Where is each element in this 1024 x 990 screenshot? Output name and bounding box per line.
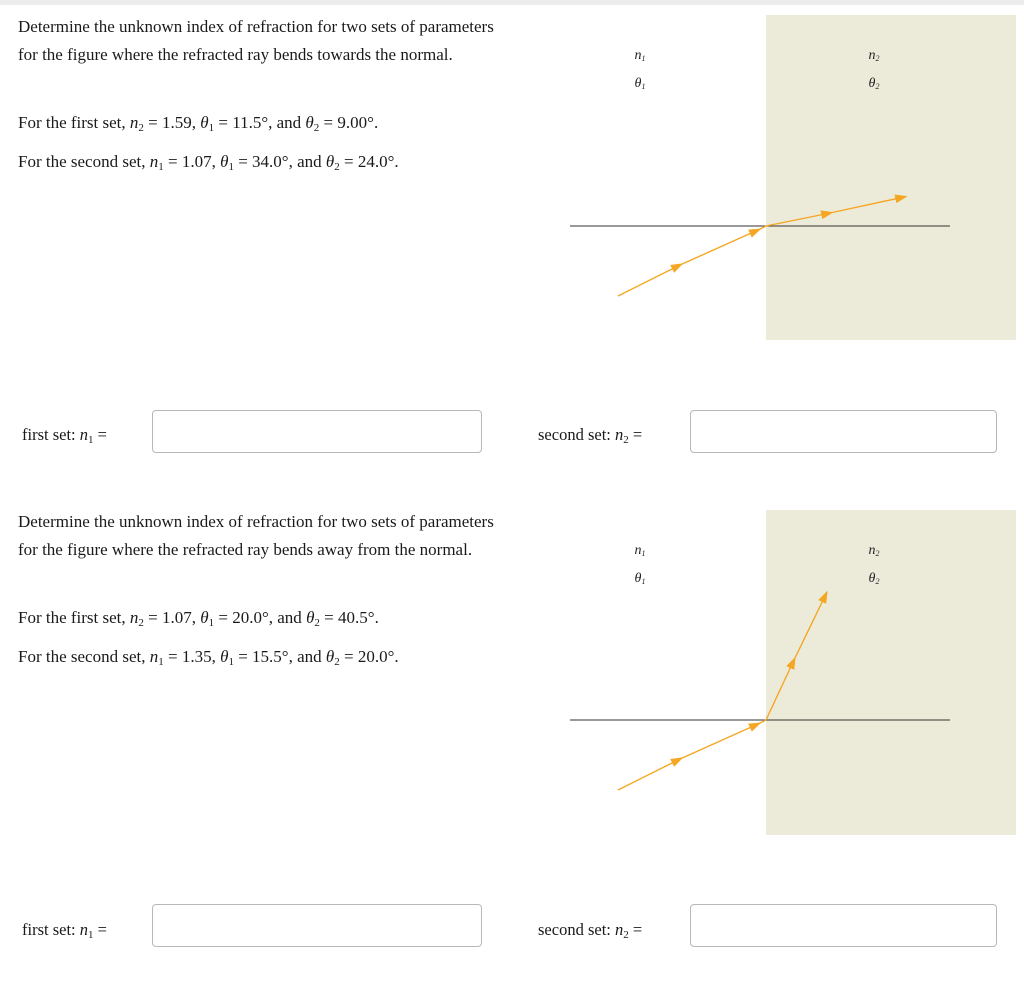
n2-label: $n_2$: [868, 543, 880, 558]
problem-towards-normal: [0, 5, 1024, 495]
incident-ray-end: [758, 226, 766, 230]
medium-2-region: [766, 510, 1016, 835]
n1-label: $n_1$: [634, 543, 646, 558]
incident-ray-end: [758, 720, 766, 724]
n2-label: $n_2$: [868, 48, 880, 63]
incident-ray: [618, 759, 680, 790]
refraction-figure: [560, 500, 1024, 840]
answer-label-first: first set: $n_1$ =: [22, 920, 107, 941]
theta2-label: $\theta_2$: [868, 571, 880, 586]
n1-label: $n_1$: [634, 48, 646, 63]
first-set-parameters: For the first set, $n_2 = 1.07$, $\theta_1 = 20.0^\circ$, and $\theta_2 = 40.5^\circ$.: [18, 608, 379, 629]
answer-label-first: first set: $n_1$ =: [22, 425, 107, 446]
problem-prompt: Determine the unknown index of refraction for two sets of parameters for the figure where the refracted ray bends towards the normal.: [18, 17, 494, 64]
theta1-label: $\theta_1$: [634, 76, 646, 91]
incident-ray: [618, 265, 680, 296]
incident-ray: [680, 230, 758, 265]
second-set-parameters: For the second set, $n_1 = 1.07$, $\theta_1 = 34.0^\circ$, and $\theta_2 = 24.0^\circ$.: [18, 152, 399, 173]
medium-2-region: [766, 15, 1016, 340]
theta1-label: $\theta_1$: [634, 571, 646, 586]
refraction-figure: [560, 5, 1024, 345]
first-set-parameters: For the first set, $n_2 = 1.59$, $\theta_1 = 11.5^\circ$, and $\theta_2 = 9.00^\circ$.: [18, 113, 379, 134]
incident-ray: [680, 724, 758, 759]
second-set-n2-input[interactable]: [690, 904, 997, 947]
answer-label-second: second set: $n_2$ =: [538, 425, 643, 446]
problem-prompt: Determine the unknown index of refraction for two sets of parameters for the figure where the refracted ray bends away from the normal.: [18, 512, 494, 559]
answer-label-second: second set: $n_2$ =: [538, 920, 643, 941]
second-set-parameters: For the second set, $n_1 = 1.35$, $\theta_1 = 15.5^\circ$, and $\theta_2 = 20.0^\circ$.: [18, 647, 399, 668]
theta2-label: $\theta_2$: [868, 76, 880, 91]
first-set-n1-input[interactable]: [152, 904, 482, 947]
problem-away-from-normal: [0, 500, 1024, 990]
second-set-n2-input[interactable]: [690, 410, 997, 453]
first-set-n1-input[interactable]: [152, 410, 482, 453]
